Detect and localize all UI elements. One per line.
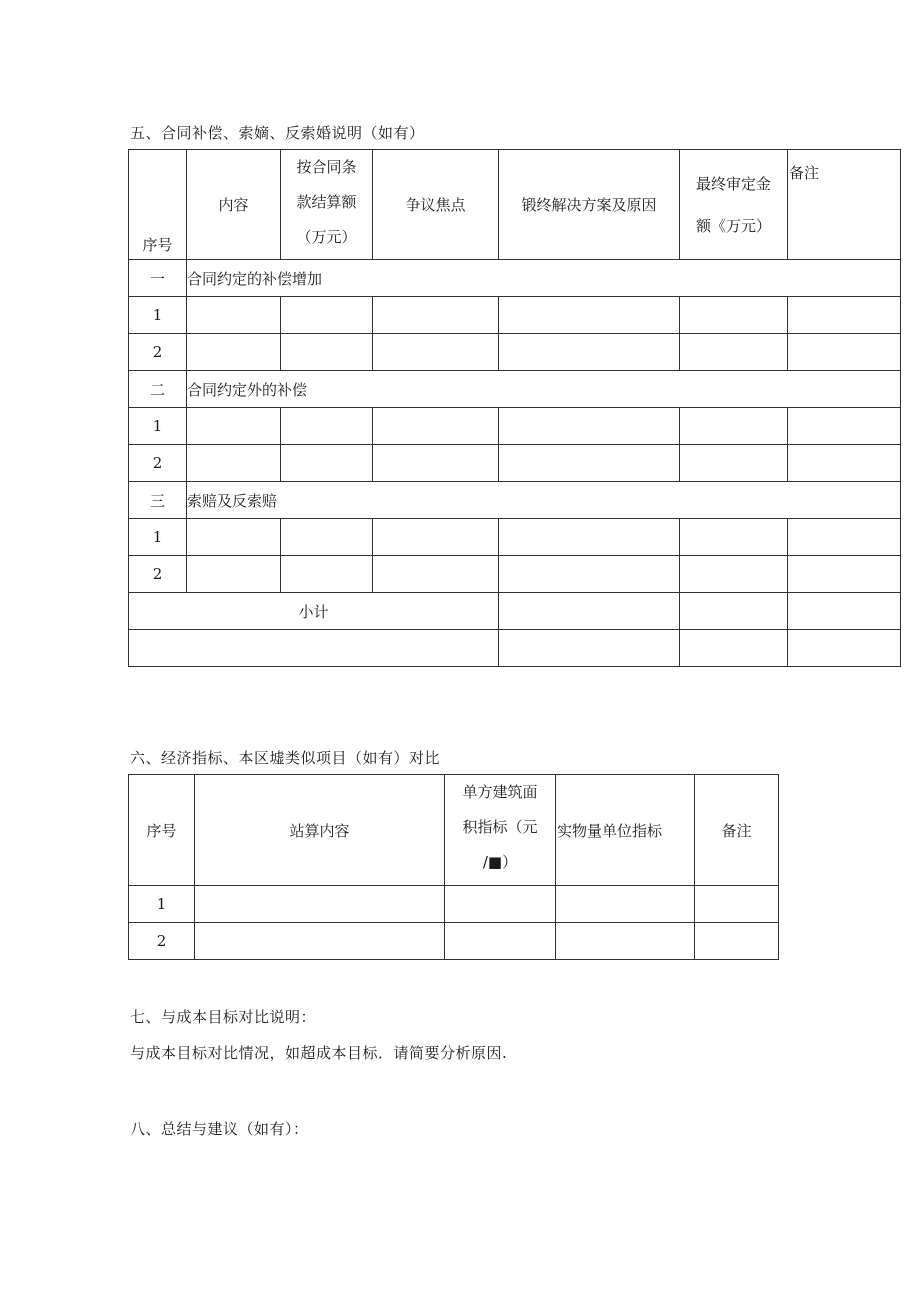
header-solution: 锻终解决方案及原因 xyxy=(499,150,680,260)
header-contract-amount xyxy=(281,150,373,260)
header-seq: 序号 xyxy=(129,775,195,886)
cell[interactable] xyxy=(499,297,680,334)
header-unit-line1: 单方建筑面 xyxy=(462,783,538,801)
cell[interactable] xyxy=(281,408,373,445)
cell[interactable] xyxy=(680,408,788,445)
row-number: 2 xyxy=(129,923,195,960)
header-physical-index: 实物量单位指标 xyxy=(556,775,695,886)
cell[interactable] xyxy=(499,630,680,667)
cell[interactable] xyxy=(281,519,373,556)
header-amount-line3: （万元） xyxy=(296,228,357,246)
cell[interactable] xyxy=(680,297,788,334)
row-number: 2 xyxy=(129,445,187,482)
cell[interactable] xyxy=(695,886,779,923)
cell[interactable] xyxy=(680,630,788,667)
cell[interactable] xyxy=(556,923,695,960)
cell[interactable] xyxy=(373,334,499,371)
cell[interactable] xyxy=(788,593,901,630)
group-number: 二 xyxy=(129,371,187,408)
section5-title: 五、合同补偿、索嫡、反索婚说明（如有） xyxy=(130,124,425,142)
cell[interactable] xyxy=(373,408,499,445)
cell[interactable] xyxy=(499,334,680,371)
cell[interactable] xyxy=(281,445,373,482)
cell[interactable] xyxy=(680,556,788,593)
group-title: 合同约定外的补偿 xyxy=(187,371,901,408)
cell[interactable] xyxy=(373,519,499,556)
header-dispute: 争议焦点 xyxy=(373,150,499,260)
cell[interactable] xyxy=(187,445,281,482)
row-number: 1 xyxy=(129,519,187,556)
cell[interactable] xyxy=(187,556,281,593)
cell[interactable] xyxy=(129,630,499,667)
group-number: 三 xyxy=(129,482,187,519)
cell[interactable] xyxy=(373,297,499,334)
group-title: 合同约定的补偿增加 xyxy=(187,260,901,297)
cell[interactable] xyxy=(788,334,901,371)
cell[interactable] xyxy=(788,519,901,556)
header-amount-line1: 按合同条 xyxy=(296,158,357,176)
row-number: 1 xyxy=(129,408,187,445)
index-comparison-table xyxy=(128,774,779,960)
cell[interactable] xyxy=(195,886,445,923)
header-amount-line2: 款结算额 xyxy=(296,193,357,211)
cell[interactable] xyxy=(680,593,788,630)
cell[interactable] xyxy=(788,408,901,445)
cell[interactable] xyxy=(499,519,680,556)
row-number: 1 xyxy=(129,886,195,923)
row-number: 2 xyxy=(129,556,187,593)
header-unit-index xyxy=(445,775,556,886)
cell[interactable] xyxy=(445,886,556,923)
cell[interactable] xyxy=(445,923,556,960)
cell[interactable] xyxy=(373,556,499,593)
header-content: 内容 xyxy=(187,150,281,260)
cell[interactable] xyxy=(556,886,695,923)
section7-body: 与成本目标对比情况，如超成本目标．请简要分析原因. xyxy=(130,1044,508,1062)
cell[interactable] xyxy=(788,445,901,482)
header-seq: 序号 xyxy=(129,150,187,260)
cell[interactable] xyxy=(499,593,680,630)
header-unit-line2: 积指标（元 xyxy=(462,818,538,836)
cell[interactable] xyxy=(373,445,499,482)
cell[interactable] xyxy=(187,519,281,556)
header-unit-line3: /■） xyxy=(482,853,518,871)
group-title: 索赔及反索赔 xyxy=(187,482,901,519)
cell[interactable] xyxy=(499,408,680,445)
header-final-line1: 最终审定金 xyxy=(695,174,771,193)
cell[interactable] xyxy=(281,334,373,371)
cell[interactable] xyxy=(281,297,373,334)
cell[interactable] xyxy=(195,923,445,960)
header-final-line2: 额《万元） xyxy=(695,216,771,235)
cell[interactable] xyxy=(187,408,281,445)
section8-title: 八、总结与建议（如有）： xyxy=(130,1120,309,1138)
header-final-amount xyxy=(680,150,788,260)
cell[interactable] xyxy=(187,297,281,334)
cell[interactable] xyxy=(499,445,680,482)
cell[interactable] xyxy=(680,334,788,371)
row-number: 1 xyxy=(129,297,187,334)
cell[interactable] xyxy=(281,556,373,593)
header-note: 备注 xyxy=(788,150,901,260)
cell[interactable] xyxy=(187,334,281,371)
section7-title: 七、与成本目标对比说明： xyxy=(130,1008,317,1026)
section6-title: 六、经济指标、本区墟类似项目（如有）对比 xyxy=(130,749,441,767)
cell[interactable] xyxy=(788,630,901,667)
cell[interactable] xyxy=(788,556,901,593)
cell[interactable] xyxy=(680,519,788,556)
header-note: 备注 xyxy=(695,775,779,886)
subtotal-label: 小计 xyxy=(129,593,499,630)
cell[interactable] xyxy=(695,923,779,960)
row-number: 2 xyxy=(129,334,187,371)
cell[interactable] xyxy=(680,445,788,482)
compensation-table xyxy=(128,149,901,667)
cell[interactable] xyxy=(499,556,680,593)
header-content: 站算内容 xyxy=(195,775,445,886)
group-number: 一 xyxy=(129,260,187,297)
cell[interactable] xyxy=(788,297,901,334)
